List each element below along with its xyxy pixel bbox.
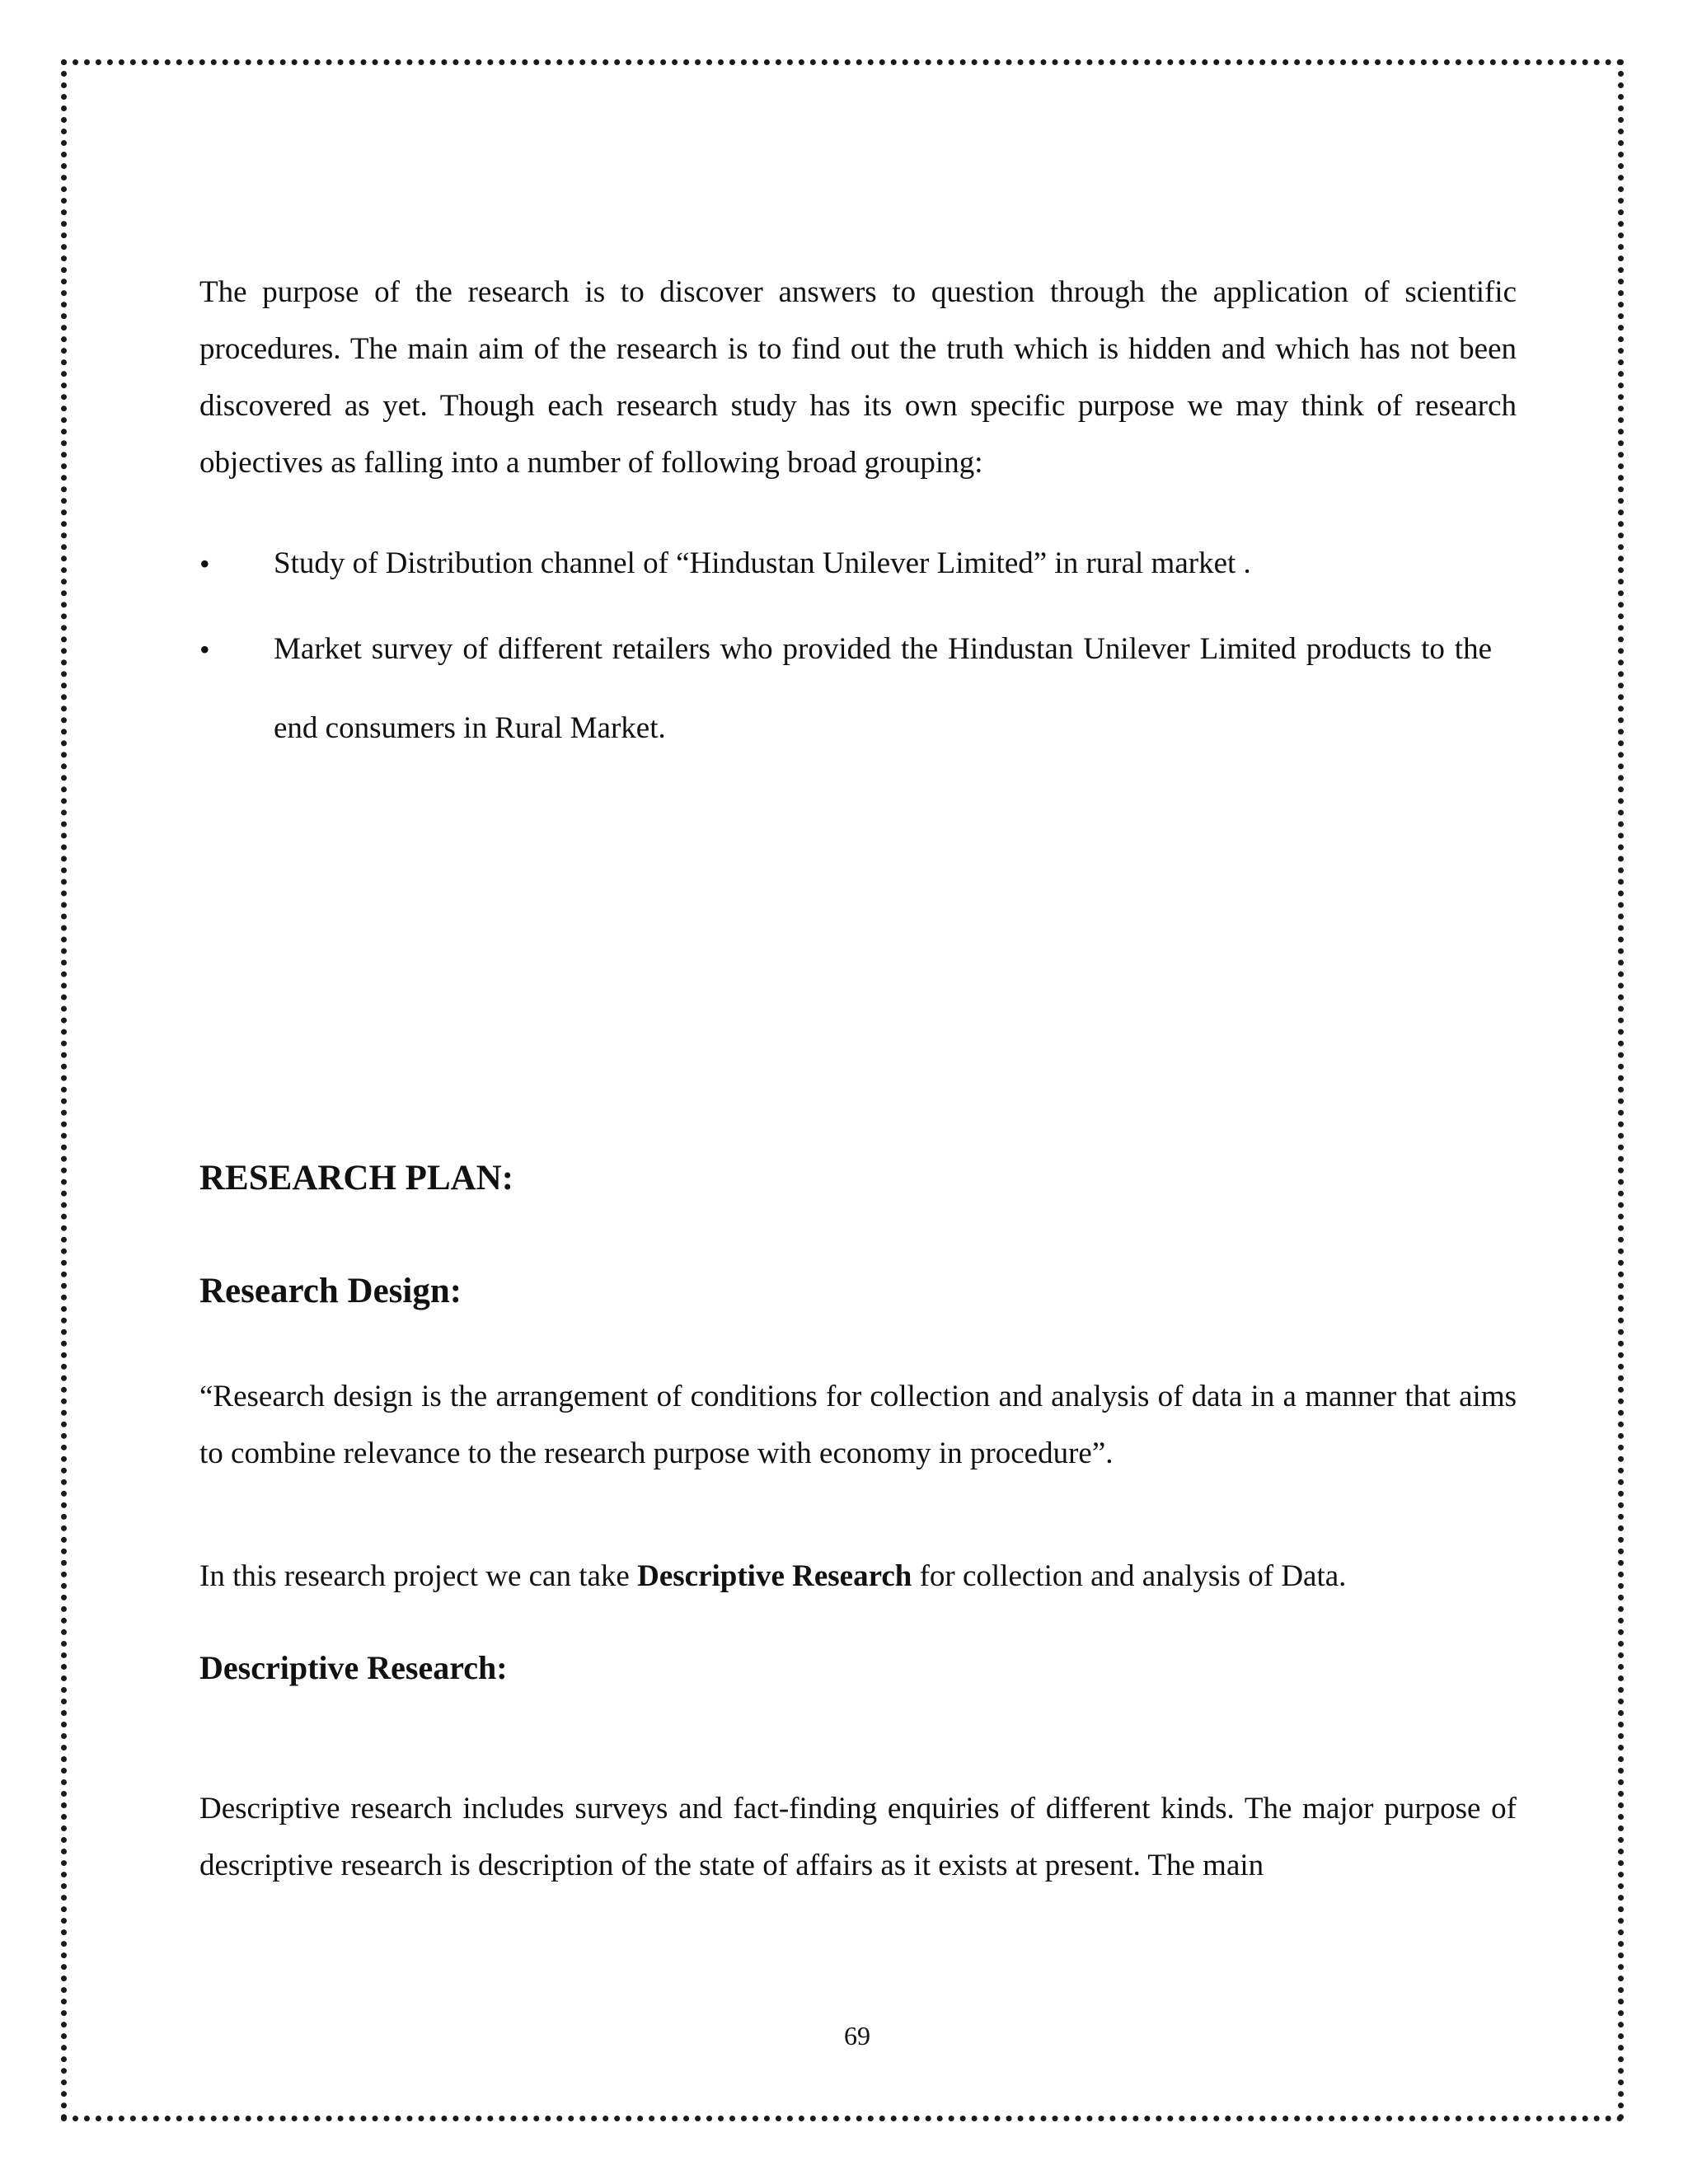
research-plan-heading: RESEARCH PLAN: [199,1159,514,1197]
document-body [199,264,1517,1882]
page-number: 69 [844,2021,870,2050]
sentence-start: In this research project we can take [199,1559,638,1593]
descriptive-research-sentence [199,1548,1517,1605]
descriptive-research-paragraph: Descriptive research includes surveys and fact-finding enquiries of different kinds. The major purpose of descriptive research is description of the state of affairs as it exists at present. The main [199,1792,1517,1882]
research-design-quote: “Research design is the arrangement of conditions for collection and analysis of data in a manner that aims to combine relevance to the research purpose with economy in procedure”. [199,1380,1517,1470]
bullet-icon: • [199,547,210,580]
list-item-text: Study of Distribution channel of “Hindustan Unilever Limited” in rural market . [274,546,1251,580]
bold-term: Descriptive Research [637,1559,912,1593]
bullet-icon: • [199,633,210,666]
intro-paragraph: The purpose of the research is to discover answers to question through the application of scientific procedures. The main aim of the research is to find out the truth which is hidden and which has not been discovered as yet. Though each research study has its own specific purpose we may think of research objectives as falling into a number of following broad grouping: [199,275,1517,480]
research-design-heading: Research Design: [199,1272,462,1310]
list-item [199,610,1492,768]
list-item [199,524,1492,603]
sentence-end: for collection and analysis of Data. [912,1559,1347,1593]
list-item-text: Market survey of different retailers who provided the Hindustan Unilever Limited products to the end consumers in Rural Market. [274,632,1492,745]
objectives-list [199,524,1517,768]
descriptive-research-heading: Descriptive Research: [199,1649,508,1686]
